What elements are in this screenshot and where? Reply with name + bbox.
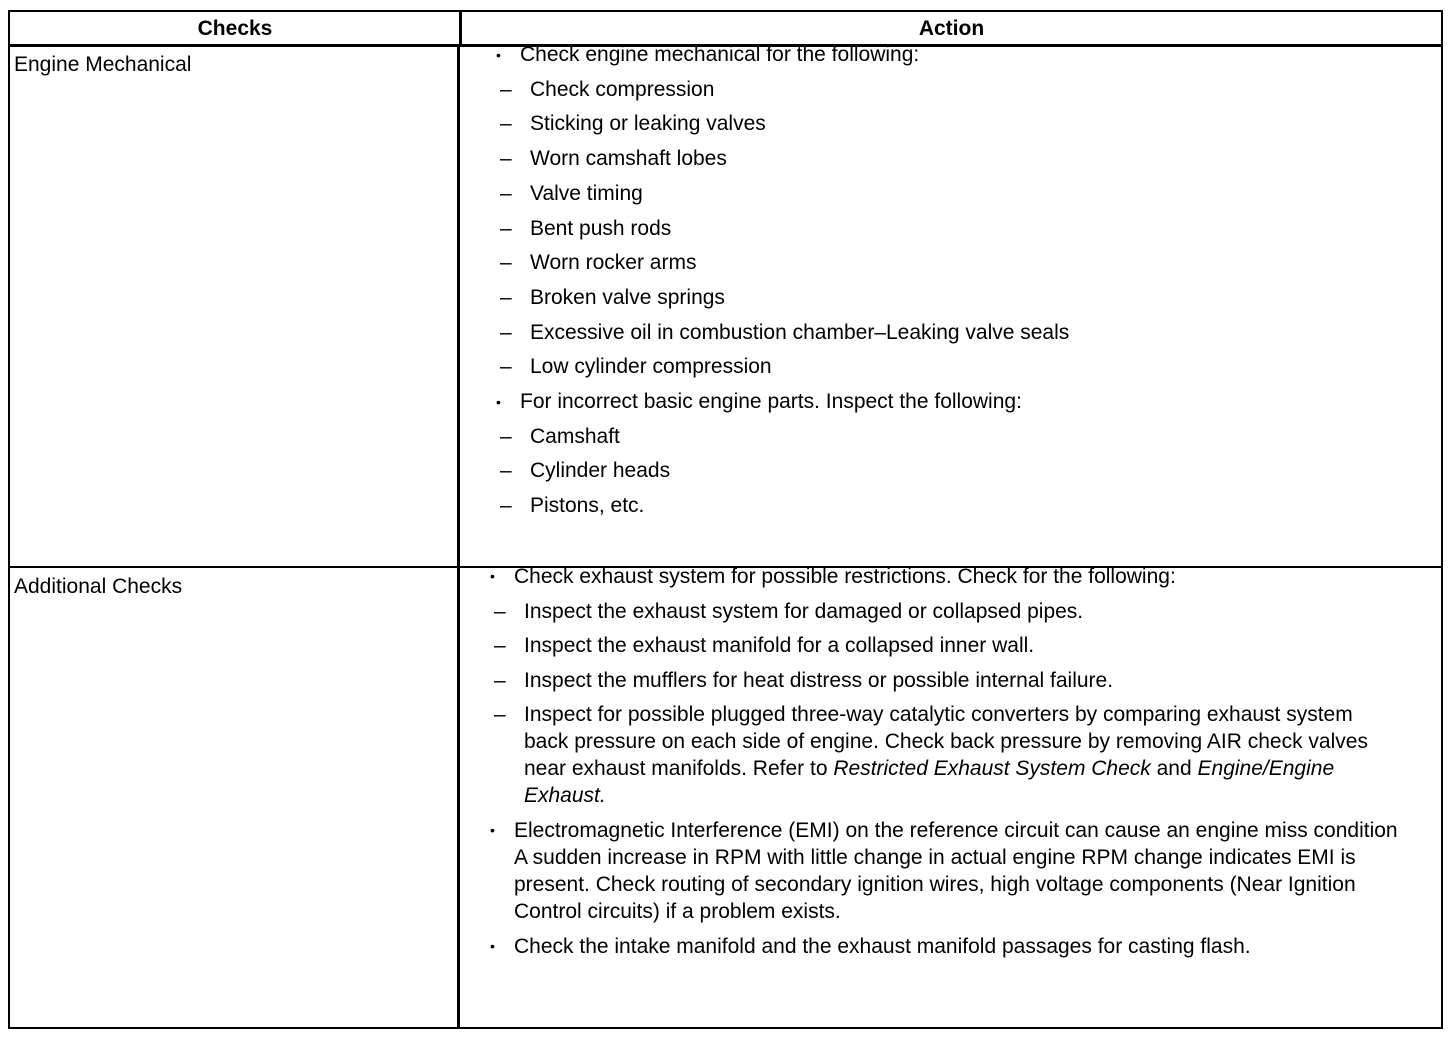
action-bullet (490, 563, 1410, 590)
bullet-text: Electromagnetic Interference (EMI) on the reference circuit can cause an engine miss condition A sudden increase in RPM with little change in actual engine RPM change indicates EMI is present. Check routing of secondary ignition wires, high voltage components (Near Ignition Control circuits) if a problem exists. (514, 818, 1398, 923)
action-sub: – Inspect the exhaust manifold for a collapsed inner wall. (490, 632, 1410, 659)
header-action: Action (918, 17, 985, 40)
bullet-text: Check engine mechanical for the following: (520, 43, 920, 66)
action-sub: – Low cylinder compression (496, 350, 1396, 385)
action-sub: – Check compression (496, 73, 1396, 108)
action-sub: – Cylinder heads (496, 454, 1396, 489)
action-sub: – Bent push rods (496, 212, 1396, 247)
header-checks: Checks (197, 17, 273, 40)
sub-text: and (1150, 757, 1198, 781)
action-bullet (490, 817, 1410, 925)
column-divider (457, 47, 460, 1027)
reference-restricted-exhaust: Restricted Exhaust System Check (833, 757, 1151, 781)
action-sub: – Inspect the exhaust system for damaged or collapsed pipes. (490, 598, 1410, 625)
check-engine-mechanical: Engine Mechanical (14, 53, 192, 76)
action-sub: – Sticking or leaking valves (496, 107, 1396, 142)
action-sub: – Worn rocker arms (496, 246, 1396, 281)
action-sub: – Camshaft (496, 420, 1396, 455)
action-bullet (490, 933, 1410, 960)
sub-text: Inspect for possible plugged three-way catalytic converters by comparing exhaust system back pressure on each side of engine. Check back pressure by removing AIR check valves near exhaust manifolds. Refer to (524, 703, 1368, 781)
action-sub: – Inspect the mufflers for heat distress or possible internal failure. (490, 667, 1410, 694)
bullet-text: Check the intake manifold and the exhaust manifold passages for casting flash. (514, 934, 1251, 958)
check-additional: Additional Checks (14, 575, 183, 598)
engine-mechanical-actions (496, 38, 1396, 524)
action-sub: – Pistons, etc. (496, 489, 1396, 524)
bullet-text: For incorrect basic engine parts. Inspect the following: (520, 390, 1022, 414)
action-bullet (496, 38, 1396, 73)
action-sub (490, 701, 1410, 809)
action-sub: – Excessive oil in combustion chamber–Leaking valve seals (496, 316, 1396, 351)
action-sub: – Broken valve springs (496, 281, 1396, 316)
reference-engine-exhaust: Engine/Engine Exhaust. (524, 757, 1335, 808)
bullet-text: Check exhaust system for possible restrictions. Check for the following: (514, 565, 1176, 588)
additional-checks-actions (490, 563, 1410, 960)
action-sub: – Worn camshaft lobes (496, 142, 1396, 177)
action-sub: – Valve timing (496, 177, 1396, 212)
action-bullet (496, 385, 1396, 420)
header-divider (459, 12, 462, 47)
